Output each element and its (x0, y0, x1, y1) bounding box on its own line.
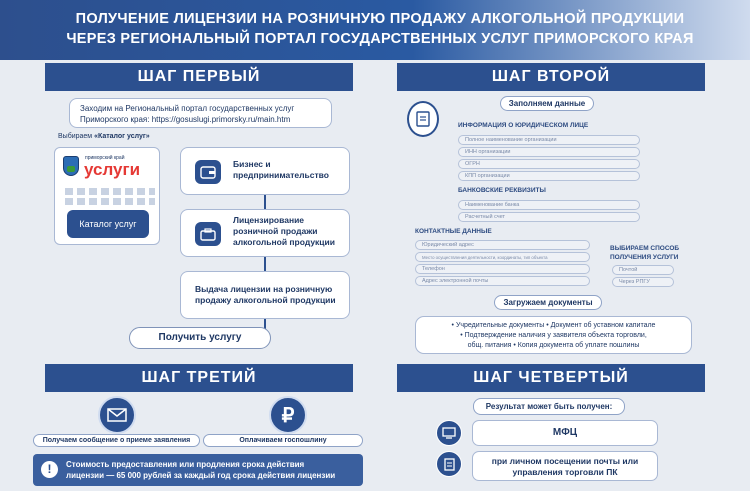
issue-line2: продажу алкогольной продукции (195, 295, 336, 305)
step2-title: ШАГ ВТОРОЙ (491, 68, 611, 85)
legal-address-field[interactable]: Юридический адрес (415, 240, 590, 250)
licensing-line3: алкогольной продукции (233, 237, 335, 247)
get-service-button[interactable]: Получить услугу (129, 327, 271, 349)
info-icon: ! (41, 461, 58, 478)
step3-title: ШАГ ТРЕТИЙ (141, 369, 257, 386)
method-line1: ВЫБИРАЕМ СПОСОБ (610, 245, 680, 252)
logo-row-decor (65, 198, 155, 205)
result-label: Результат может быть получен: (473, 398, 625, 415)
bank-name-field[interactable]: Наименование банка (458, 200, 640, 210)
step4-band (397, 364, 705, 392)
business-line2: предпринимательство (233, 170, 329, 180)
licensing-line1: Лицензирование (233, 215, 305, 225)
catalog-button[interactable]: Каталог услуг (67, 210, 149, 238)
ruble-icon: ₽ (269, 396, 307, 434)
warning-line2: лицензии — 65 000 рублей за каждый год срока действия лицензии (66, 471, 336, 480)
email-field[interactable]: Адрес электронной почты (415, 276, 590, 286)
post-visit-option[interactable] (472, 451, 658, 481)
docs-line3: общ. питания • Копия документа об уплате пошлины (467, 342, 640, 349)
org-name-field[interactable]: Полное наименование организации (458, 135, 640, 145)
wallet-icon (195, 160, 221, 184)
business-item[interactable] (180, 147, 350, 195)
visit-line1: при личном посещении почты или (491, 456, 639, 466)
header-title-line1: ПОЛУЧЕНИЕ ЛИЦЕНЗИИ НА РОЗНИЧНУЮ ПРОДАЖУ АЛКОГОЛЬНОЙ ПРОДУКЦИИ (75, 11, 685, 27)
account-field[interactable]: Расчетный счет (458, 212, 640, 222)
docs-line2: • Подтверждение наличия у заявителя объекта торговли, (460, 332, 647, 339)
licensing-line2: розничной продажи (233, 226, 318, 236)
activity-place-field[interactable]: Место осуществления деятельности, координаты, тип объекта (415, 252, 590, 262)
select-link: «Каталог услуг» (94, 133, 150, 140)
ogrn-field[interactable]: ОГРН (458, 159, 640, 169)
coat-of-arms-icon (63, 156, 79, 176)
licensing-item[interactable] (180, 209, 350, 257)
issue-line1: Выдача лицензии на розничную (195, 284, 333, 294)
step2-band (397, 63, 705, 91)
kpp-field[interactable]: КПП организации (458, 171, 640, 181)
step1-band (45, 63, 353, 91)
pay-fee-label: Оплачиваем госпошлину (203, 434, 363, 447)
logo-uslugi: услуги (84, 160, 141, 179)
step1-title: ШАГ ПЕРВЫЙ (137, 68, 261, 85)
header-banner (0, 0, 750, 60)
header-title-line2: ЧЕРЕЗ РЕГИОНАЛЬНЫЙ ПОРТАЛ ГОСУДАРСТВЕННЫХ УСЛУГ ПРИМОРСКОГО КРАЯ (66, 31, 694, 47)
select-prefix: Выбираем (58, 133, 95, 140)
business-line1: Бизнес и (233, 159, 271, 169)
message-received-label: Получаем сообщение о приеме заявления (33, 434, 200, 447)
document-icon (436, 451, 462, 477)
upload-docs-label[interactable]: Загружаем документы (494, 295, 602, 310)
portal-intro-line2[interactable]: Приморского края: https://gosuslugi.primorsky.ru/main.htm (80, 115, 291, 124)
issue-license-item[interactable] (180, 271, 350, 319)
computer-icon (436, 420, 462, 446)
briefcase-icon (195, 222, 221, 246)
visit-line2: управления торговли ПК (512, 467, 618, 477)
fill-data-label: Заполняем данные (500, 96, 594, 111)
portal-intro-box (69, 98, 332, 128)
method-section-title (610, 244, 679, 262)
logo-small-text: приморский край (85, 155, 125, 161)
contact-section-title: КОНТАКТНЫЕ ДАННЫЕ (415, 228, 492, 235)
warning-text (66, 459, 335, 481)
phone-field[interactable]: Телефон (415, 264, 590, 274)
documents-list-box (415, 316, 692, 354)
method-mail-field[interactable]: Почтой (612, 265, 674, 275)
warning-line1: Стоимость предоставления или продления срока действия (66, 460, 305, 469)
bank-section-title: БАНКОВСКИЕ РЕКВИЗИТЫ (458, 187, 546, 194)
docs-line1: • Учредительные документы • Документ об уставном капитале (451, 322, 656, 329)
warning-panel (33, 454, 363, 486)
method-rpgu-field[interactable]: Через РПГУ (612, 277, 674, 287)
form-icon (407, 101, 439, 137)
inn-field[interactable]: ИНН организации (458, 147, 640, 157)
org-section-title: ИНФОРМАЦИЯ О ЮРИДИЧЕСКОМ ЛИЦЕ (458, 122, 589, 129)
step4-title: ШАГ ЧЕТВЕРТЫЙ (473, 369, 629, 386)
mfc-option[interactable]: МФЦ (472, 420, 658, 446)
logo-row-decor (65, 188, 155, 195)
select-catalog-text (58, 133, 150, 140)
step3-band (45, 364, 353, 392)
portal-intro-line1: Заходим на Региональный портал государственных услуг (80, 104, 295, 113)
gosuslugi-card (54, 147, 160, 245)
envelope-icon (98, 396, 136, 434)
method-line2: ПОЛУЧЕНИЯ УСЛУГИ (610, 254, 679, 261)
